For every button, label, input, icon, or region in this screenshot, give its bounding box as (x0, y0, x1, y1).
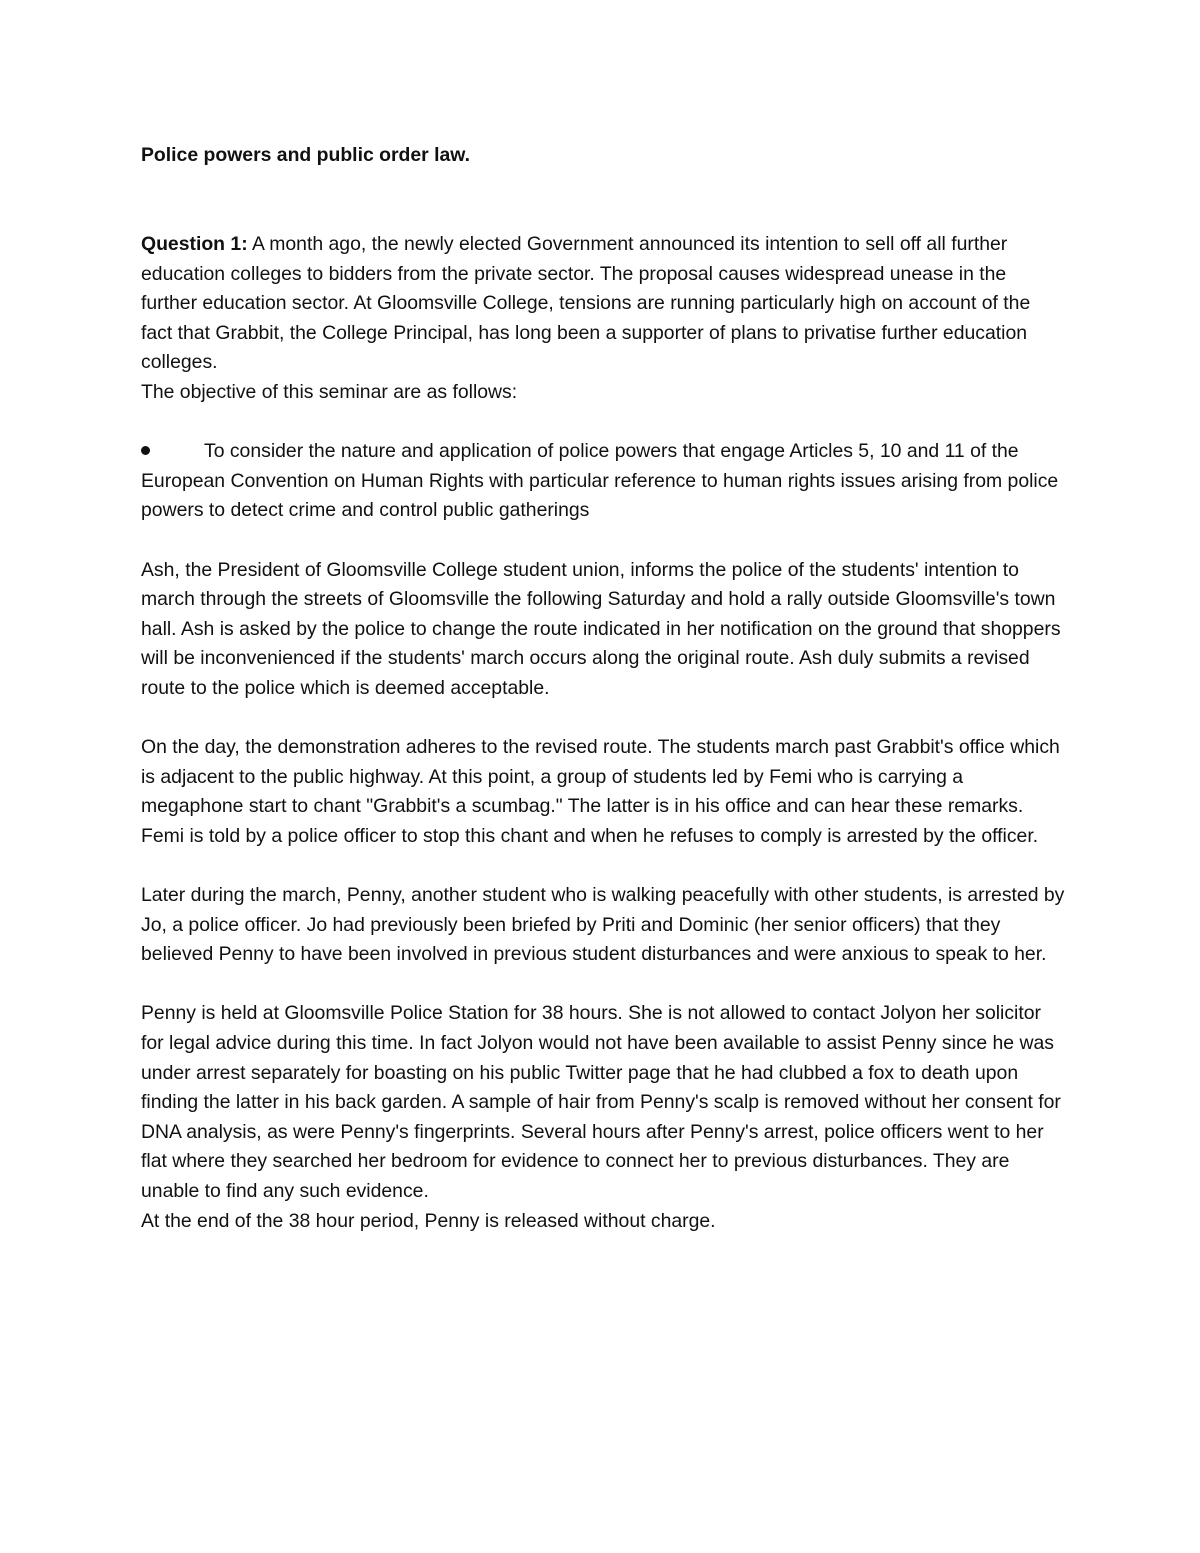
document-title: Police powers and public order law. (141, 144, 470, 166)
bullet-icon (141, 446, 150, 455)
paragraph-ash: Ash, the President of Gloomsville College student union, informs the police of the students' intention to march through the streets of Gloomsville the following Saturday and hold a rally outside Gloomsville's town hall. Ash is asked by the police to change the route indicated in her notification on the ground that shoppers will be inconvenienced if the students' march occurs along the original route. Ash duly submits a revised route to the police which is deemed acceptable. (141, 558, 1061, 699)
paragraph-penny-arrest: Later during the march, Penny, another student who is walking peacefully with other students, is arrested by Jo, a police officer. Jo had previously been briefed by Priti and Dominic (her senior officers) that they believed Penny to have been involved in previous student disturbances and were anxious to speak to her. (141, 884, 1065, 966)
spacer (141, 704, 1066, 734)
question-label: Question 1: (141, 233, 248, 255)
objective-intro: The objective of this seminar are as follows: (141, 380, 518, 403)
paragraph-demonstration: On the day, the demonstration adheres to the revised route. The students march past Grabbit's office which is adjacent to the public highway. At this point, a group of students led by Femi who is carrying a megaphone start to chant "Grabbit's a scumbag." The latter is in his office and can hear these remarks. Femi is told by a police officer to stop this chant and when he refuses to comply is arrested by the officer. (141, 736, 1060, 847)
spacer (141, 526, 1066, 556)
question-paragraph (141, 230, 1066, 378)
paragraph-penny-detention: Penny is held at Gloomsville Police Station for 38 hours. She is not allowed to contact Jolyon her solicitor for legal advice during this time. In fact Jolyon would not have been available to assist Penny since he was under arrest separately for boasting on his public Twitter page that he had clubbed a fox to death upon finding the latter in his back garden. A sample of hair from Penny's scalp is removed without her consent for DNA analysis, as were Penny's fingerprints. Several hours after Penny's arrest, police officers went to her flat where they searched her bedroom for evidence to connect her to previous disturbances. They are unable to find any such evidence. (141, 1002, 1061, 1202)
spacer (141, 408, 1066, 438)
bullet-item (141, 437, 1066, 526)
bullet-text: To consider the nature and application of police powers that engage Articles 5, 10 and 11 of the European Convention on Human Rights with particular reference to human rights issues arising from police powers to detect crime and control public gatherings (141, 440, 1059, 522)
spacer (141, 970, 1066, 1000)
spacer (141, 171, 1066, 230)
closing-paragraph: At the end of the 38 hour period, Penny is released without charge. (141, 1209, 716, 1232)
document-page (141, 141, 1066, 1236)
question-intro-text: A month ago, the newly elected Government announced its intention to sell off all further education colleges to bidders from the private sector. The proposal causes widespread unease in the further education sector. At Gloomsville College, tensions are running particularly high on account of the fact that Grabbit, the College Principal, has long been a supporter of plans to privatise further education colleges. (141, 233, 1031, 374)
spacer (141, 851, 1066, 881)
